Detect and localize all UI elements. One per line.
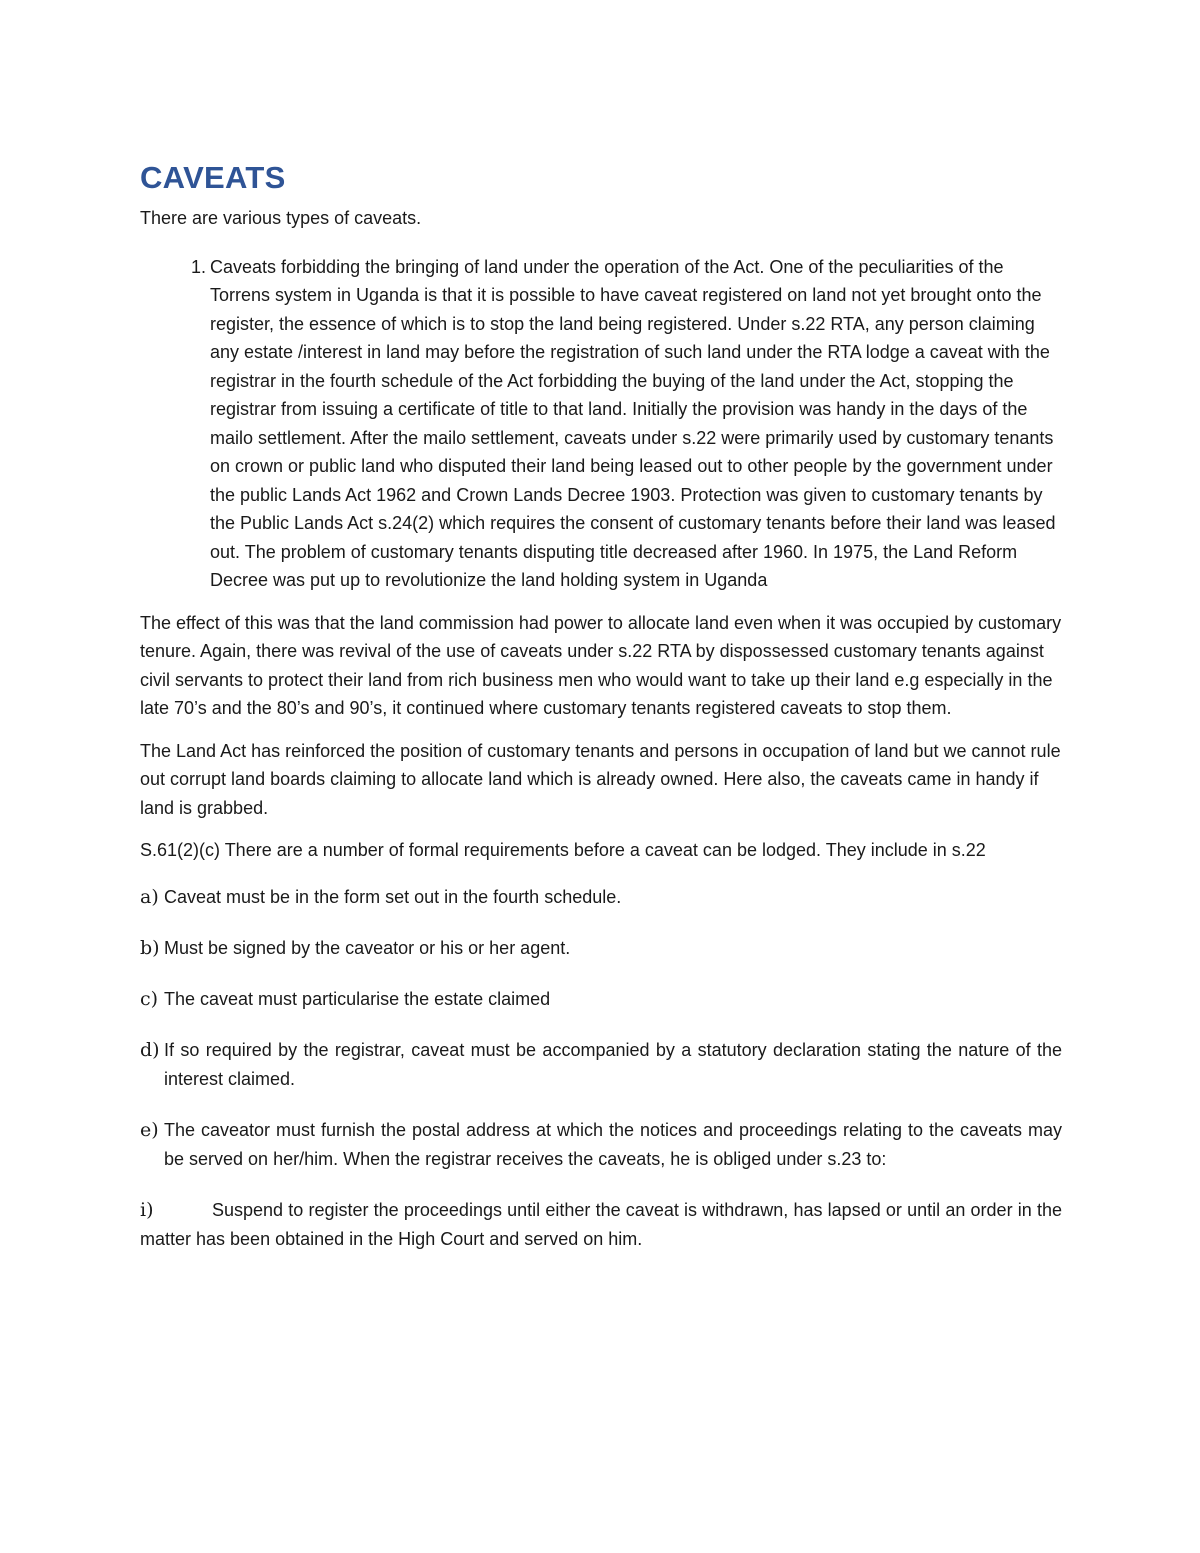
roman-item-i	[140, 1196, 1062, 1254]
requirement-label: e)	[140, 1118, 159, 1141]
requirement-text: The caveator must furnish the postal address at which the notices and proceedings relating to the caveats may be served on her/him. When the registrar receives the caveats, he is obliged under s.23 to:	[164, 1119, 1062, 1169]
requirement-text: Must be signed by the caveator or his or her agent.	[164, 937, 571, 958]
paragraph-requirements: S.61(2)(c) There are a number of formal requirements before a caveat can be lodged. They include in s.22	[140, 840, 986, 860]
requirement-item-e	[140, 1116, 1062, 1174]
document-title: CAVEATS	[140, 160, 286, 195]
requirement-item-b	[140, 934, 1062, 963]
intro-paragraph: There are various types of caveats.	[140, 208, 422, 228]
roman-item-label: i)	[140, 1198, 154, 1221]
paragraph-land-act: The Land Act has reinforced the position of customary tenants and persons in occupation of land but we cannot rule out corrupt land boards claiming to allocate land which is already owned. Here also, the caveats came in handy if land is grabbed.	[140, 740, 1061, 818]
requirement-item-d	[140, 1036, 1062, 1094]
document-page	[140, 160, 1062, 1254]
requirement-item-c	[140, 985, 1062, 1014]
requirement-text: The caveat must particularise the estate claimed	[164, 988, 551, 1009]
roman-item-text: Suspend to register the proceedings until either the caveat is withdrawn, has lapsed or until an order in the matter has been obtained in the High Court and served on him.	[140, 1199, 1062, 1249]
requirement-text: If so required by the registrar, caveat must be accompanied by a statutory declaration stating the nature of the interest claimed.	[164, 1039, 1062, 1089]
numbered-item-number: 1.	[190, 256, 206, 277]
requirement-label: d)	[140, 1038, 160, 1061]
paragraph-effect: The effect of this was that the land commission had power to allocate land even when it was occupied by customary tenure. Again, there was revival of the use of caveats under s.22 RTA by dispossessed customary tenants against civil servants to protect their land from rich business men who would want to take up their land e.g especially in the late 70’s and the 80’s and 90’s, it continued where customary tenants registered caveats to stop them.	[140, 612, 1062, 718]
requirement-text: Caveat must be in the form set out in the fourth schedule.	[164, 886, 622, 907]
requirement-item-a	[140, 883, 1062, 912]
numbered-item	[140, 253, 1062, 595]
requirement-label: b)	[140, 936, 160, 959]
requirement-label: a)	[140, 885, 159, 908]
requirement-label: c)	[140, 987, 159, 1010]
numbered-item-text: Caveats forbidding the bringing of land under the operation of the Act. One of the peculiarities of the Torrens system in Uganda is that it is possible to have caveat registered on land not yet brought onto the register, the essence of which is to stop the land being registered. Under s.22 RTA, any person claiming any estate /interest in land may before the registration of such land under the RTA lodge a caveat with the registrar in the fourth schedule of the Act forbidding the buying of the land under the Act, stopping the registrar from issuing a certificate of title to that land. Initially the provision was handy in the days of the mailo settlement. After the mailo settlement, caveats under s.22 were primarily used by customary tenants on crown or public land who disputed their land being leased out to other people by the government under the public Lands Act 1962 and Crown Lands Decree 1903. Protection was given to customary tenants by the Public Lands Act s.24(2) which requires the consent of customary tenants before their land was leased out. The problem of customary tenants disputing title decreased after 1960. In 1975, the Land Reform Decree was put up to revolutionize the land holding system in Uganda	[210, 256, 1056, 590]
